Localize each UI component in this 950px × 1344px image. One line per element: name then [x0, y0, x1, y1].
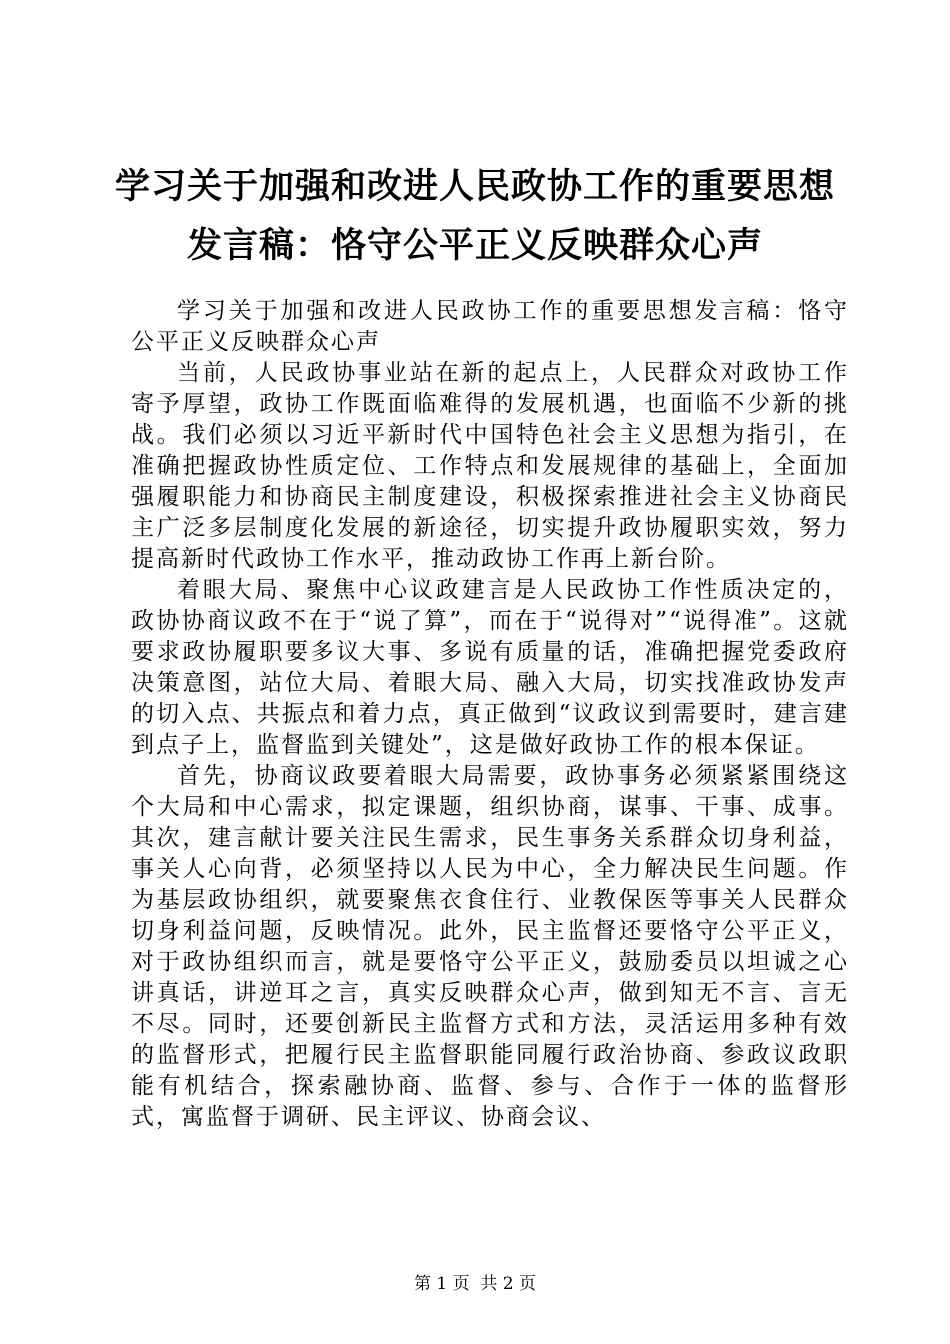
paragraph-2: 当前，人民政协事业站在新的起点上，人民群众对政协工作寄予厚望，政协工作既面临难得的发展机遇，也面临不少新的挑战。我们必须以习近平新时代中国特色社会主义思想为指引，在准确把握政协性质定位、工作特点和发展规律的基础上，全面加强履职能力和协商民主制度建设，积极探索推进社会主义协商民主广泛多层制度化发展的新途径，切实提升政协履职实效，努力提高新时代政协工作水平，推动政协工作再上新台阶。 [131, 360, 849, 572]
document-title [110, 158, 840, 276]
paragraph-4: 首先，协商议政要着眼大局需要，政协事务必须紧紧围绕这个大局和中心需求，拟定课题，组织协商，谋事、干事、成事。其次，建言献计要关注民生需求，民生事务关系群众切身利益，事关人心向背，必须坚持以人民为中心，全力解决民生问题。作为基层政协组织，就要聚焦衣食住行、业教保医等事关人民群众切身利益问题，反映情况。此外，民主监督还要恪守公平正义，对于政协组织而言，就是要恪守公平正义，鼓励委员以坦诚之心讲真话，讲逆耳之言，真实反映群众心声，做到知无不言、言无不尽。同时，还要创新民主监督方式和方法，灵活运用多种有效的监督形式，把履行民主监督职能同履行政治协商、参政议政职能有机结合，探索融协商、监督、参与、合作于一体的监督形式，寓监督于调研、民主评议、协商会议、 [131, 763, 849, 1130]
paragraph-3: 着眼大局、聚焦中心议政建言是人民政协工作性质决定的，政协协商议政不在于“说了算”，而在于“说得对”“说得准”。这就要求政协履职要多议大事、多说有质量的话，准确把握党委政府决策意图，站位大局、着眼大局、融入大局，切实找准政协发声的切入点、共振点和着力点，真正做到“议政议到需要时，建言建到点子上，监督监到关键处”，这是做好政协工作的根本保证。 [131, 577, 849, 758]
page-number: 第 1 页 共 2 页 [413, 1274, 537, 1294]
page-footer [0, 1273, 950, 1295]
title-line-1: 学习关于加强和改进人民政协工作的重要思想 [114, 167, 835, 207]
paragraph-1: 学习关于加强和改进人民政协工作的重要思想发言稿：恪守公平正义反映群众心声 [131, 298, 849, 355]
document-body [131, 296, 849, 1133]
title-line-2: 发言稿：恪守公平正义反映群众心声 [186, 226, 763, 266]
